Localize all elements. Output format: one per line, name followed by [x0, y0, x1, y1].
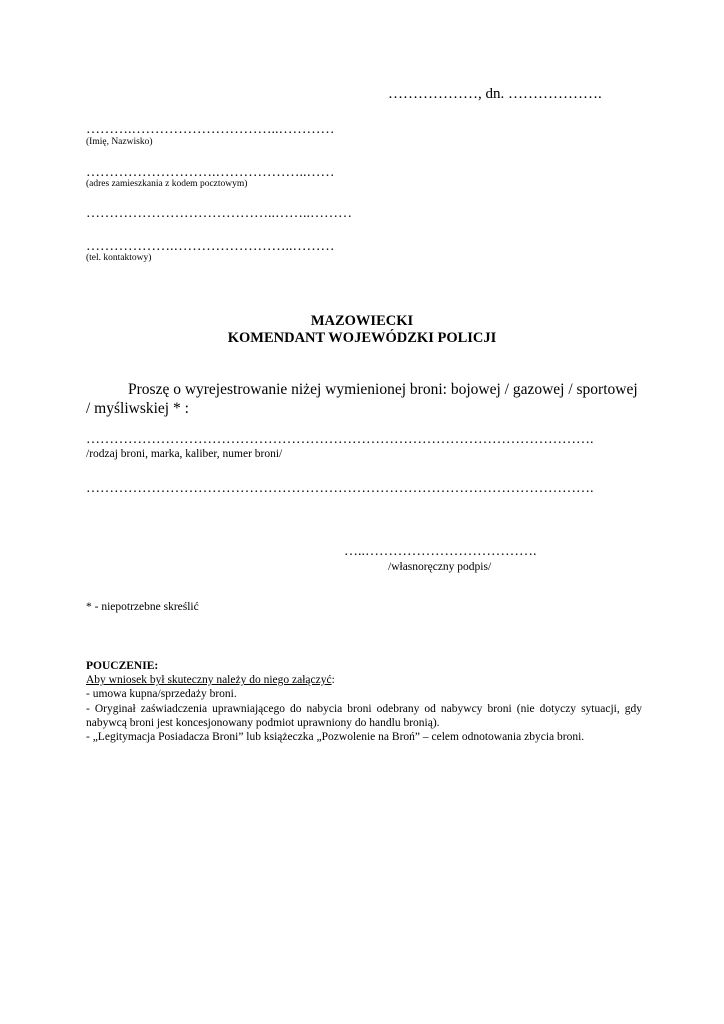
instructions-item: - umowa kupna/sprzedaży broni. [86, 688, 237, 701]
name-field-caption: (Imię, Nazwisko) [86, 137, 153, 147]
instructions-block [86, 659, 642, 744]
signature-caption: /własnoręczny podpis/ [388, 561, 492, 573]
phone-field-caption: (tel. kontaktowy) [86, 253, 152, 263]
weapon-details-continuation-dots: ………………………………………………………………………………………………. [86, 481, 594, 496]
phone-field-dots: ……………….……………………..……… [86, 239, 335, 254]
weapon-details-caption: /rodzaj broni, marka, kaliber, numer broni/ [86, 448, 283, 460]
request-text: Proszę o wyrejestrowanie niżej wymienionej broni: bojowej / gazowej / sportowej / myśliwskiej * : [86, 381, 638, 417]
weapon-details-dots: ………………………………………………………………………………………………. [86, 432, 594, 447]
address-field-caption: (adres zamieszkania z kodem pocztowym) [86, 179, 248, 189]
instructions-lead: Aby wniosek był skuteczny należy do niego załączyć [86, 674, 332, 687]
instructions-item: - Oryginał zaświadczenia uprawniającego do nabycia broni odebrany od nabywcy broni (nie dotyczy sytuacji, gdy nabywcą broni jest koncesjonowany podmiot uprawniony do handlu bronią). [86, 702, 642, 729]
request-paragraph [86, 380, 642, 418]
instructions-lead-line [86, 673, 642, 687]
signature-dots: …..………………………………. [344, 544, 537, 559]
name-field-dots: ……….…………………………..………… [86, 122, 335, 137]
footnote: * - niepotrzebne skreślić [86, 601, 199, 613]
instructions-item: - „Legitymacja Posiadacza Broni” lub książeczka „Pozwolenie na Broń” – celem odnotowania zbycia broni. [86, 731, 585, 744]
place-date-line: ………………, dn. ………………. [388, 86, 602, 102]
instructions-heading: POUCZENIE: [86, 660, 159, 672]
address-field-dots: ……………………….………………..…… [86, 165, 335, 180]
addressee-line-2: KOMENDANT WOJEWÓDZKI POLICJI [227, 330, 497, 346]
instructions-lead-suffix: : [331, 674, 335, 687]
addressee-line-1: MAZOWIECKI [310, 313, 414, 329]
address-continuation-dots: …………………………………..……..……… [86, 206, 352, 221]
